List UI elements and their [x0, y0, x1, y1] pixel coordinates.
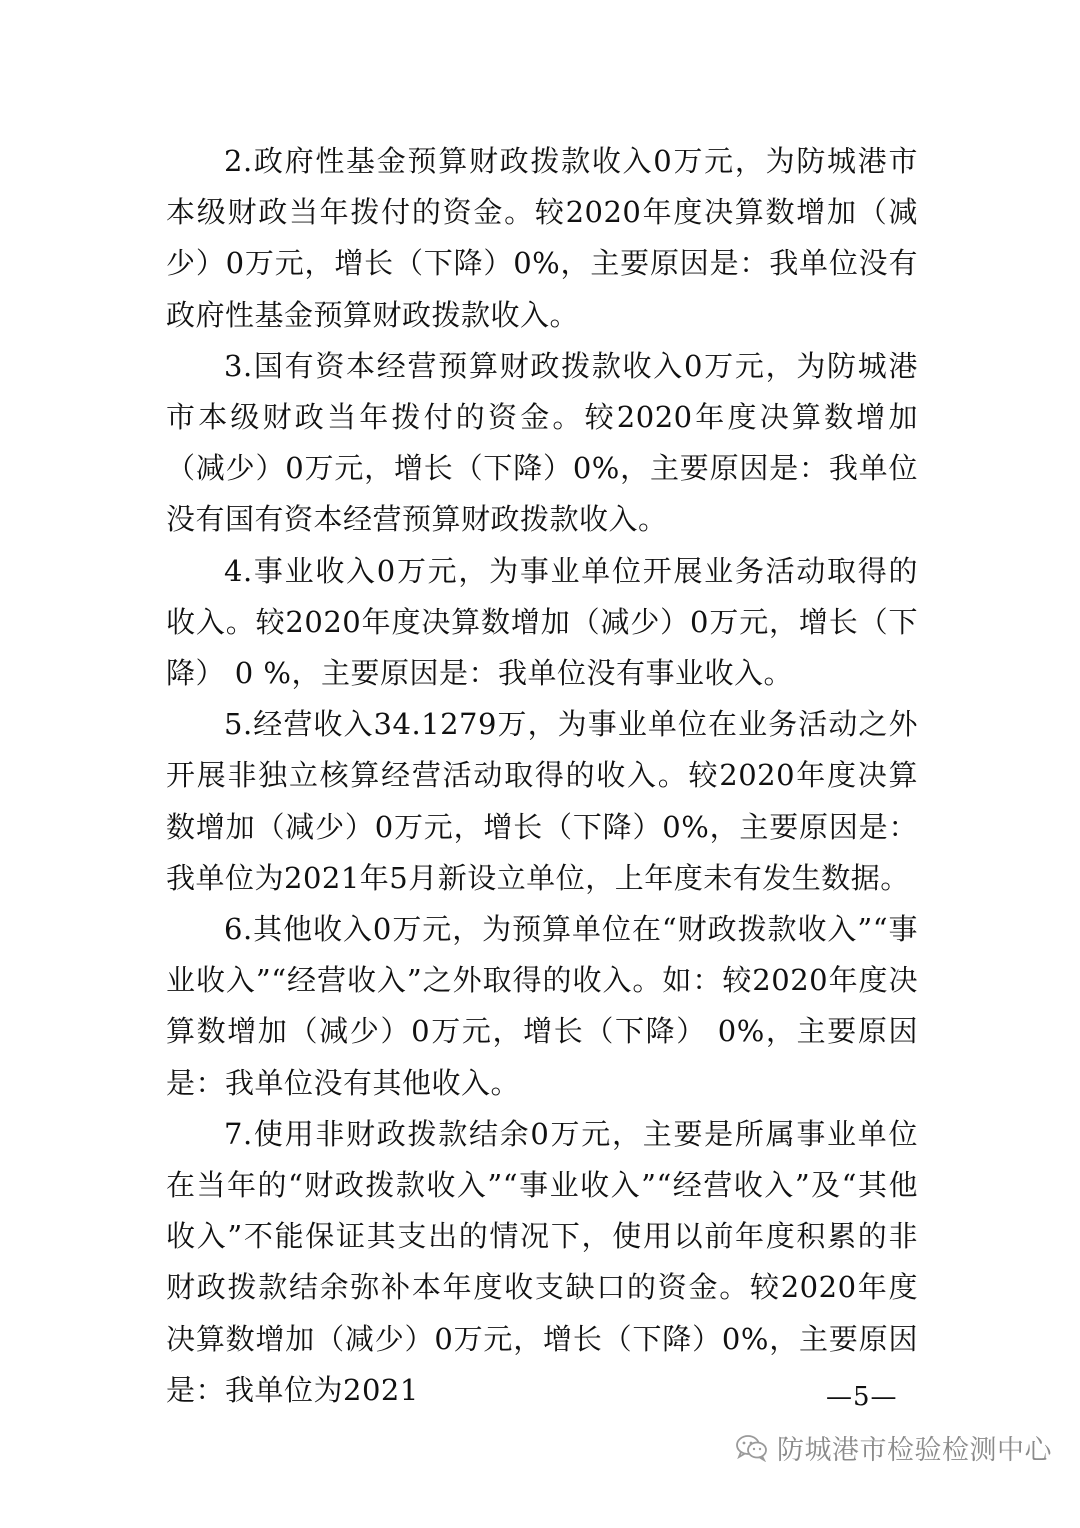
paragraph-7: 7.使用非财政拨款结余0万元，主要是所属事业单位在当年的“财政拨款收入”“事业收入”“经营收入”及“其他收入”不能保证其支出的情况下，使用以前年度积累的非财政拨款结余弥补本年度收支缺口的资金。较2020年度决算数增加（减少）0万元，增长（下降）0%，主要原因是：我单位为2021	[166, 1116, 918, 1407]
paragraph-5: 5.经营收入34.1279万，为事业单位在业务活动之外开展非独立核算经营活动取得的收入。较2020年度决算数增加（减少）0万元，增长（下降）0%，主要原因是：我单位为2021年5月新设立单位，上年度未有发生数据。	[166, 707, 918, 895]
paragraph-4: 4.事业收入0万元，为事业单位开展业务活动取得的收入。较2020年度决算数增加（减少）0万元，增长（下降） 0 %，主要原因是：我单位没有事业收入。	[166, 553, 918, 691]
paragraph-2: 2.政府性基金预算财政拨款收入0万元，为防城港市本级财政当年拨付的资金。较2020年度决算数增加（减少）0万元，增长（下降）0%，主要原因是：我单位没有政府性基金预算财政拨款收入。	[166, 144, 918, 332]
paragraph-6: 6.其他收入0万元，为预算单位在“财政拨款收入”“事业收入”“经营收入”之外取得的收入。如：较2020年度决算数增加（减少）0万元，增长（下降） 0%，主要原因是：我单位没有其他收入。	[166, 912, 918, 1100]
wechat-icon	[735, 1434, 769, 1462]
watermark	[735, 1428, 1052, 1467]
page-number: —5—	[826, 1382, 898, 1412]
watermark-text: 防城港市检验检测中心	[777, 1435, 1052, 1466]
document-body	[166, 136, 918, 1416]
paragraph-3: 3.国有资本经营预算财政拨款收入0万元，为防城港市本级财政当年拨付的资金。较2020年度决算数增加（减少）0万元，增长（下降）0%，主要原因是：我单位没有国有资本经营预算财政拨款收入。	[166, 348, 918, 537]
